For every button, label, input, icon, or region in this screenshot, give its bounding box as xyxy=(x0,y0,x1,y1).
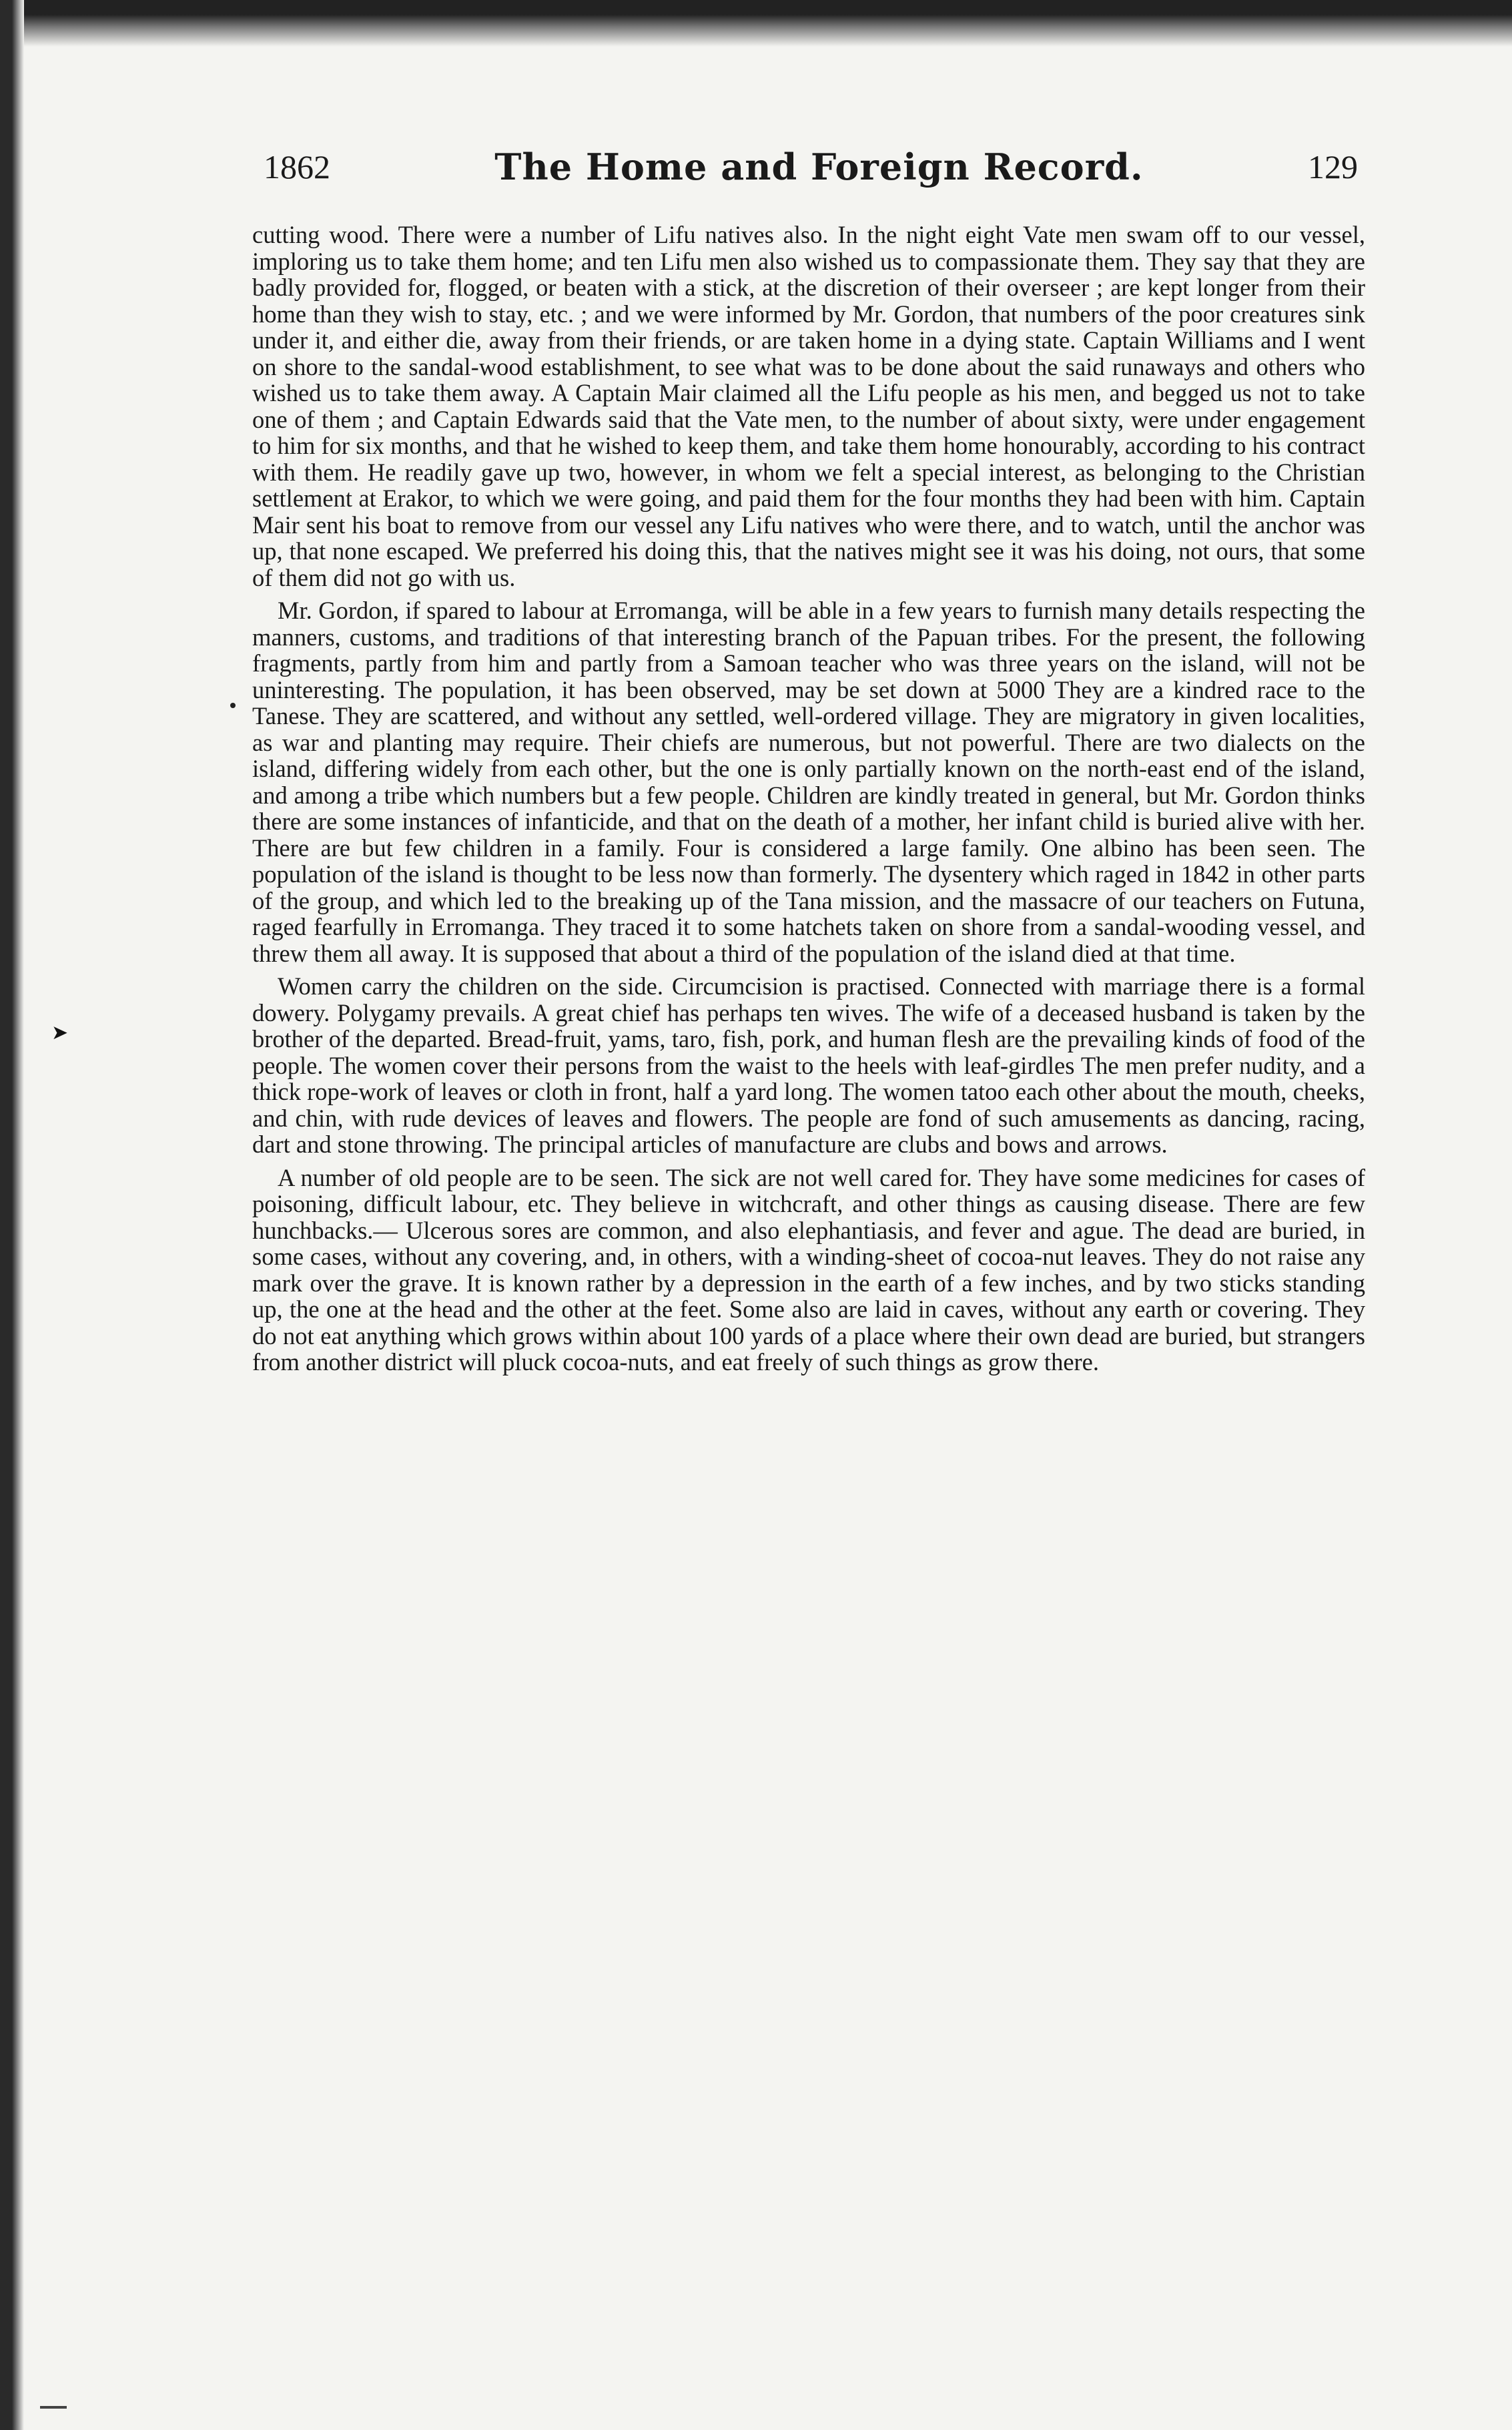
header-year: 1862 xyxy=(264,148,330,186)
scan-binding-edge xyxy=(0,0,24,2430)
scan-corner-mark xyxy=(40,2406,67,2409)
paragraph: A number of old people are to be seen. The sick are not well cared for. They have some medicines for cases of poisoning, difficult labour, etc. They believe in witchcraft, and other things as causing disease. There are few hunchbacks.— Ulcerous sores are common, and also elephantiasis, and fever and ague. The dead are buried, in some cases, without any covering, and, in others, with a winding-sheet of cocoa-nut leaves. They do not raise any mark over the grave. It is known rather by a depression in the earth of a few inches, and by two sticks standing up, the one at the head and the other at the feet. Some also are laid in caves, without any earth or covering. They do not eat anything which grows within about 100 yards of a place where their own dead are buried, but strangers from another district will pluck cocoa-nuts, and eat freely of such things as grow there. xyxy=(252,1163,1365,1376)
article-body xyxy=(252,222,1365,1382)
paragraph: Women carry the children on the side. Circumcision is practised. Connected with marriage there is a formal dowery. Polygamy prevails. A great chief has perhaps ten wives. The wife of a deceased husband is taken by the brother of the departed. Bread-fruit, yams, taro, fish, pork, and human flesh are the prevailing kinds of food of the people. The women cover their persons from the waist to the heels with leaf-girdles The men prefer nudity, and a thick rope-work of leaves or cloth in front, half a yard long. The women tatoo each other about the mouth, cheeks, and chin, with rude devices of leaves and flowers. The people are fond of such amusements as dancing, racing, dart and stone throwing. The principal articles of manufacture are clubs and bows and arrows. xyxy=(252,972,1365,1158)
journal-title: The Home and Foreign Record. xyxy=(494,145,1144,188)
margin-ink-mark: ➤ xyxy=(51,1022,69,1044)
page-number: 129 xyxy=(1307,148,1358,186)
paragraph: Mr. Gordon, if spared to labour at Erromanga, will be able in a few years to furnish many details respecting the manners, customs, and traditions of that interesting branch of the Papuan tribes. For the present, the following fragments, partly from him and partly from a Samoan teacher who was three years on the island, will not be uninteresting. The population, it has been observed, may be set down at 5000 They are a kindred race to the Tanese. They are scattered, and without any settled, well-ordered village. They are migratory in given localities, as war and planting may require. Their chiefs are numerous, but not powerful. There are two dialects on the island, differing widely from each other, but the one is only partially known on the north-east end of the island, and among a tribe which numbers but a few people. Children are kindly treated in general, but Mr. Gordon thinks there are some instances of infanticide, and that on the death of a mother, her infant child is buried alive with her. There are but few children in a family. Four is considered a large family. One albino has been seen. The population of the island is thought to be less now than formerly. The dysentery which raged in 1842 in other parts of the group, and which led to the breaking up of the Tana mission, and the massacre of our teachers on Futuna, raged fearfully in Erromanga. They traced it to some hatchets taken on shore from a sandal-wooding vessel, and threw them all away. It is supposed that about a third of the population of the island died at that time. xyxy=(252,597,1365,967)
paragraph: cutting wood. There were a number of Lifu natives also. In the night eight Vate men swam off to our vessel, imploring us to take them home; and ten Lifu men also wished us to compassionate them. They say that they are badly provided for, flogged, or beaten with a stick, at the discretion of their overseer ; are kept longer from their home than they wish to stay, etc. ; and we were informed by Mr. Gordon, that numbers of the poor creatures sink under it, and either die, away from their friends, or are taken home in a dying state. Captain Williams and I went on shore to the sandal-wood establishment, to see what was to be done about the said runaways and others who wished us to take them away. A Captain Mair claimed all the Lifu people as his men, and begged us not to take one of them ; and Captain Edwards said that the Vate men, to the number of about sixty, were under engagement to him for six months, and that he wished to keep them, and take them home honourably, according to his contract with them. He readily gave up two, however, in whom we felt a special interest, as belonging to the Christian settlement at Erakor, to which we were going, and paid them for the four months they had been with him. Captain Mair sent his boat to remove from our vessel any Lifu natives who were there, and to watch, until the anchor was up, that none escaped. We preferred his doing this, that the natives might see it was his doing, not ours, that some of them did not go with us. xyxy=(252,221,1365,591)
margin-ink-dot xyxy=(230,703,236,708)
scan-top-border xyxy=(0,0,1512,47)
running-header xyxy=(264,137,1358,197)
